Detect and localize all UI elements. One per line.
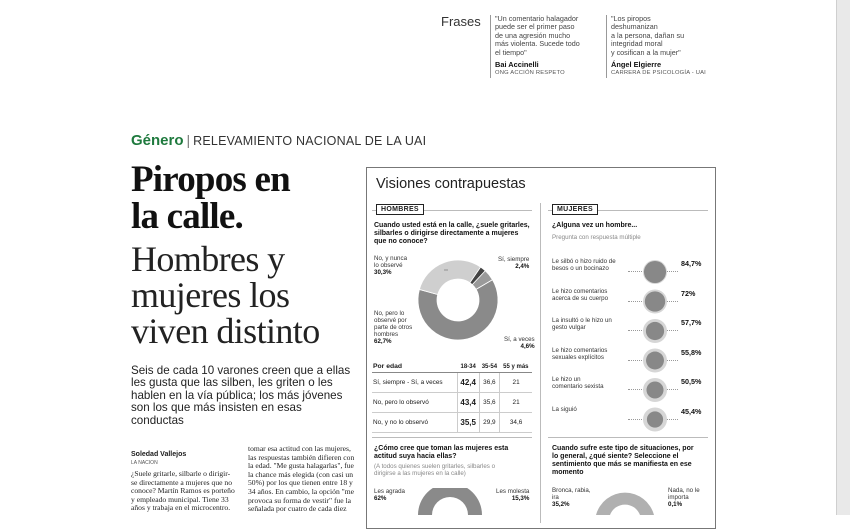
question-line: lo general, ¿qué siente? Seleccione el [552,453,679,460]
body-line: 50%) por los que tienen entre 18 y [248,478,353,488]
circle-value [644,261,666,283]
quote-2-role: CARRERA DE PSICOLOGÍA - UAI [611,70,706,77]
quote-2-line: deshumanizan [611,22,658,32]
body-line: la chance más elegida (con casi un [248,469,353,479]
body-line: años y trabaja en el microcentro. [131,503,231,513]
donut-slices [418,260,498,340]
label-line: Les molesta [496,488,530,495]
label-line: Le hizo un [552,376,581,383]
label-line: Nada, no le [668,487,700,494]
label-line: gesto vulgar [552,324,586,331]
hombres-tag: HOMBRES [376,204,424,215]
mujeres-row-value: 50,5% [681,377,702,386]
table-cell: Sí, siempre - Sí, a veces [372,373,457,393]
quote-1 [490,15,593,78]
mujeres-question-2 [552,445,708,477]
mujeres-question: ¿Alguna vez un hombre... [552,222,638,229]
label-line: parte de otros [374,324,413,331]
label-line: sexuales explícitos [552,353,604,361]
table-cell: 43,4 [457,393,479,413]
slice-nunca [419,260,480,294]
label-value-aveces: 4,6% [520,343,535,350]
circle-value [646,381,663,398]
label-line: La siguió [552,405,577,413]
quote-2-line: integridad moral [611,39,663,49]
label-value-nada: 0,1% [668,501,683,508]
label-line: acerca de su cuerpo [552,294,609,302]
section-name: Género [131,132,184,149]
body-line: 34 años. En cambio, la opción "me [248,486,355,496]
quote-2-line: a la persona, dañan su [611,30,685,40]
body-column-2 [248,445,360,514]
age-table [372,361,532,433]
section-subtitle: RELEVAMIENTO NACIONAL DE LA UAI [193,134,427,148]
quote-1-line: el tiempo" [495,47,527,57]
page-edge [836,0,850,515]
headline-line: la calle. [131,196,243,237]
body-line: provoca su forma de vestir" fue la [248,495,352,505]
table-cell: 35,6 [479,393,500,413]
table-header: 55 y más [500,361,532,373]
table-cell: 35,5 [457,413,479,433]
question-line: Cuando usted está en la calle, ¿suele gritarles, [374,222,530,229]
hombres-divider [372,437,532,438]
question-line: ¿Cómo cree que toman las mujeres esta [374,445,509,452]
circle-value [646,352,664,370]
label-molesta [496,488,529,502]
mujeres-row-value: 45,4% [681,406,702,416]
body-line: la edad. "Me gusta halagarlas", fue [248,461,354,471]
section-separator: | [186,132,191,148]
quote-1-line: "Un comentario halagador [495,14,579,23]
headline-bold [131,161,290,235]
label-line: Les agrada [374,488,405,495]
mujeres-row-value: 57,7% [681,318,702,327]
donut-2-slice [418,488,482,515]
mujeres-divider [548,437,708,438]
label-line: La insultó o le hizo un [552,317,612,324]
label-value-siempre: 2,4% [515,263,530,270]
headline-light [131,241,320,349]
question-line: momento [552,469,584,476]
table-cell: 21 [500,393,532,413]
quote-1-role: ONG ACCIÓN RESPETO [495,70,565,77]
table-header: Por edad [372,361,457,373]
body-line: señalada por cuatro de cada diez [248,504,347,514]
headline-line: mujeres los [131,275,290,315]
table-cell: No, y no lo observó [372,413,457,433]
table-cell: 42,4 [457,373,479,393]
label-line: ira [552,494,559,501]
label-value-nunca: 30,3% [374,269,392,276]
label-nada [668,487,700,508]
label-observe [374,310,412,345]
quote-2-line: "Los piropos [611,14,651,23]
label-line: importa [668,494,689,501]
label-value-molesta: 15,3% [511,495,530,502]
mujeres-donut-2 [590,492,660,515]
label-line: Sí, siempre [498,256,530,263]
question-line: actitud suya hacia ellas? [374,453,457,460]
body-line: tomar esa actitud con las mujeres, [248,444,351,453]
label-line: lo observé [374,262,403,269]
byline-author: Soledad Vallejos [131,451,187,458]
hombres-donut-2 [410,488,490,515]
headline-line: Piropos en [131,159,290,200]
infographic-title: Visiones contrapuestas [376,176,526,192]
label-nunca [374,255,407,276]
circle-value [647,411,663,427]
mujeres-note: Pregunta con respuesta múltiple [552,234,641,241]
body-line: conoce? Martín Ramos es porteño [131,486,235,496]
label-line: Le silbó o hizo ruido de [552,258,616,265]
label-line: besos o un bocinazo [552,265,609,272]
circle-value [646,322,664,340]
mujeres-row-value: 72% [681,288,696,298]
body-line: ¿Suele gritarle, silbarle o dirigir- [131,469,231,478]
mujeres-row-value: 84,7% [681,259,702,268]
body-line: y empleado municipal. Tiene 33 [131,494,229,504]
label-bronca [552,487,591,508]
quote-2 [606,15,711,78]
section-header [131,132,426,150]
label-line: Sí, a veces [504,336,535,343]
label-value-bronca: 35,2% [552,501,570,508]
table-cell: 21 [500,373,532,393]
mujeres-row-value: 55,8% [681,347,702,357]
table-row [372,413,532,433]
label-line: Le hizo comentarios [552,287,608,295]
question-line: que no conoce? [374,238,428,245]
donut-2-slice [596,493,654,515]
quote-1-line: de una agresión mucho [495,30,571,40]
table-header: 35-54 [479,361,500,373]
label-line: observé por [374,317,407,324]
body-column-1 [131,470,249,513]
note-line: dirigirse a las mujeres en la calle) [374,470,466,477]
lede: Seis de cada 10 varones creen que a ellas les gusta que las silben, les griten o les hablen en la vía pública; los más jóvenes son los que más insisten en esas conductas [131,364,351,427]
label-line: Le hizo comentarios [552,346,608,354]
table-cell: 36,6 [479,373,500,393]
body-line: las respuestas también difieren con [248,452,355,462]
hombres-question-2 [374,445,536,461]
label-line: No, pero lo [374,310,405,317]
hombres-question [374,222,536,246]
table-row [372,393,532,413]
quote-1-line: puede ser el primer paso [495,22,575,32]
table-header-row [372,361,532,373]
label-line: Bronca, rabia, [552,487,591,494]
label-line: No, y nunca [374,255,408,262]
quote-1-line: más violenta. Sucede todo [495,39,580,49]
label-line: hombres [374,331,399,338]
question-line: silbarles o dirigirse directamente a mujeres [374,230,519,237]
quote-2-name: Ángel Elgierre [611,60,662,70]
quote-1-name: Bai Accinelli [495,60,539,70]
table-row [372,373,532,393]
question-line: Cuando sufre este tipo de situaciones, por [552,445,694,452]
frases-label: Frases [441,14,481,29]
table-cell: No, pero lo observó [372,393,457,413]
label-value-observe: 62,7% [374,338,392,345]
hombres-note-2 [374,463,536,477]
quote-2-line: y cosifican a la mujer" [611,47,681,57]
table-header: 18-34 [457,361,479,373]
mujeres-circle-chart [540,250,710,435]
label-agrada [374,488,405,502]
mujeres-tag: MUJERES [552,204,598,215]
label-value-agrada: 62% [374,495,387,502]
circle-value [645,291,665,311]
table-cell: 29,9 [479,413,500,433]
body-line: se directamente a mujeres que no [131,477,232,487]
byline-outlet: LA NACION [131,460,158,466]
table-cell: 34,6 [500,413,532,433]
mujeres-circles [643,260,667,432]
label-line: comentario sexista [552,383,604,390]
label-aveces [504,336,535,350]
question-line: sentimiento que más se manifiesta en ese [552,461,692,468]
headline-line: viven distinto [131,311,320,351]
label-siempre [498,256,529,270]
headline-line: Hombres y [131,239,285,279]
note-line: (A todos quienes suelen gritarles, silbarles o [374,463,496,470]
